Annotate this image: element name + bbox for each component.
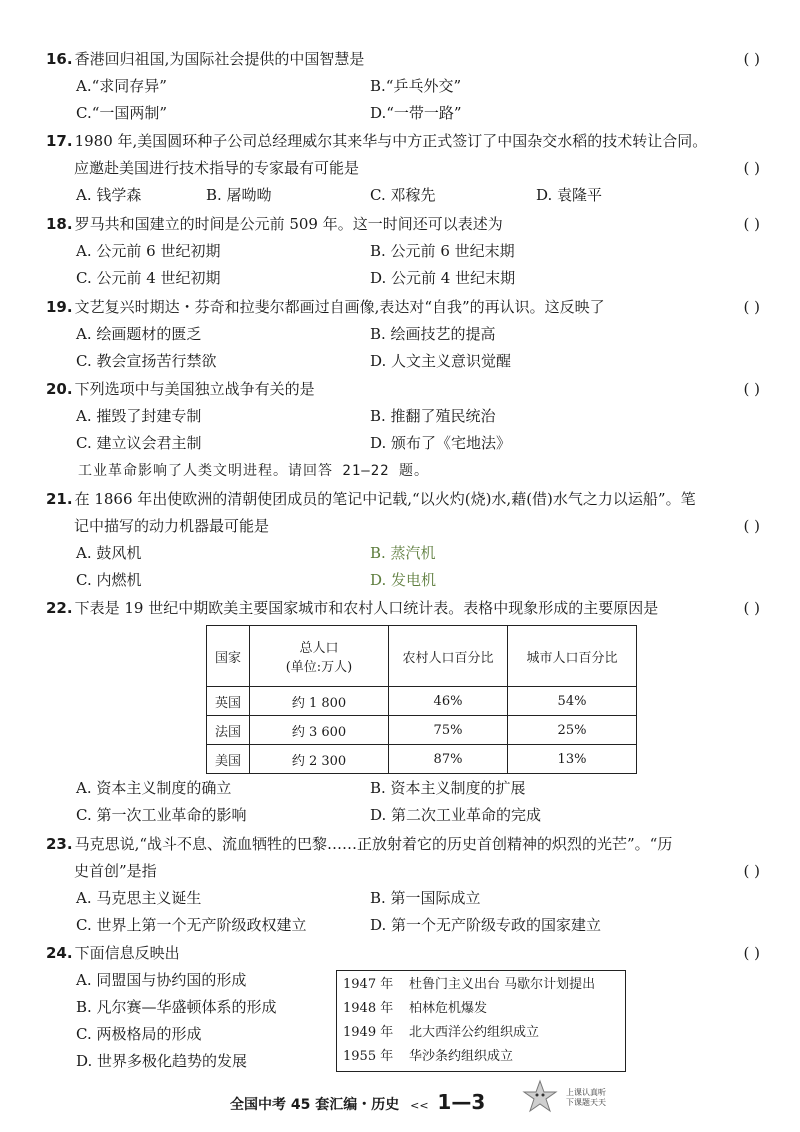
option-b[interactable]: B. 屠呦呦 (206, 186, 272, 204)
option-a[interactable]: A.“求同存异” (76, 77, 167, 95)
question-stem-continued: 记中描写的动力机器最可能是 (74, 517, 270, 535)
question-stem: 下面信息反映出 (74, 944, 180, 962)
table-header-line: (单位:万人) (285, 660, 353, 675)
question-stem: 在 1866 年出使欧洲的清朝使团成员的笔记中记载,“以火灼(烧)水,藉(借)水气之力以运船”。笔 (74, 490, 696, 508)
timeline-row (343, 1021, 619, 1045)
table-cell-population: 约 3 600 (250, 716, 389, 745)
table-header: 国家 (207, 626, 250, 687)
question-17 (46, 128, 766, 209)
table-header-line: 总人口 (299, 641, 339, 656)
option-b[interactable]: B. 资本主义制度的扩展 (370, 779, 526, 797)
table-header: 城市人口百分比 (508, 626, 637, 687)
table-cell-rural: 75% (389, 716, 508, 745)
option-a[interactable]: A. 马克思主义诞生 (76, 889, 202, 907)
timeline-event: 柏林危机爆发 (409, 1001, 488, 1016)
timeline-year: 1948 年 (343, 1001, 394, 1016)
timeline-year: 1955 年 (343, 1049, 394, 1064)
option-c[interactable]: C. 第一次工业革命的影响 (76, 806, 247, 824)
book-title: 全国中考 45 套汇编・历史 (230, 1097, 400, 1113)
question-number: 21. (46, 490, 73, 508)
timeline-year: 1949 年 (343, 1025, 394, 1040)
option-b[interactable]: B. 第一国际成立 (370, 889, 481, 907)
timeline-event: 北大西洋公约组织成立 (409, 1025, 540, 1040)
option-b[interactable]: B. 凡尔赛—华盛顿体系的形成 (76, 998, 277, 1016)
question-number: 24. (46, 944, 73, 962)
question-number: 19. (46, 298, 73, 316)
timeline-event: 华沙条约组织成立 (409, 1049, 514, 1064)
question-number: 17. (46, 132, 73, 150)
footer-slogan (566, 1088, 606, 1108)
timeline-row (343, 973, 619, 997)
timeline-box (336, 970, 626, 1072)
option-c[interactable]: C. 世界上第一个无产阶级政权建立 (76, 916, 307, 934)
table-cell-urban: 25% (508, 716, 637, 745)
table-row (207, 745, 637, 774)
answer-blank[interactable]: ( ) (743, 215, 760, 233)
table-cell-country: 美国 (207, 745, 250, 774)
option-d[interactable]: D. 第二次工业革命的完成 (370, 806, 542, 824)
question-22-options (46, 775, 766, 829)
option-d[interactable]: D. 人文主义意识觉醒 (370, 352, 512, 370)
timeline-year: 1947 年 (343, 977, 394, 992)
question-22 (46, 595, 766, 622)
question-stem: 马克思说,“战斗不息、流血牺牲的巴黎……正放射着它的历史首创精神的炽烈的光芒”。“历 (74, 835, 673, 853)
option-d[interactable]: D. 世界多极化趋势的发展 (76, 1052, 248, 1070)
question-18 (46, 211, 766, 292)
answer-blank[interactable]: ( ) (743, 50, 760, 68)
option-a[interactable]: A. 绘画题材的匮乏 (76, 325, 202, 343)
answer-blank[interactable]: ( ) (743, 599, 760, 617)
population-table (206, 625, 637, 774)
table-cell-country: 法国 (207, 716, 250, 745)
option-c[interactable]: C. 教会宣扬苦行禁欲 (76, 352, 217, 370)
option-d[interactable]: D. 发电机 (370, 571, 437, 589)
option-a[interactable]: A. 钱学森 (76, 186, 142, 204)
mascot-logo-icon (520, 1078, 560, 1118)
table-cell-urban: 54% (508, 687, 637, 716)
question-stem: 香港回归祖国,为国际社会提供的中国智慧是 (74, 50, 365, 68)
option-d[interactable]: D. 第一个无产阶级专政的国家建立 (370, 916, 602, 934)
option-c[interactable]: C. 建立议会君主制 (76, 434, 202, 452)
page-footer (230, 1090, 485, 1114)
option-d[interactable]: D. 袁隆平 (536, 186, 603, 204)
table-row (207, 687, 637, 716)
option-d[interactable]: D. 颁布了《宅地法》 (370, 434, 512, 452)
answer-blank[interactable]: ( ) (743, 380, 760, 398)
table-cell-urban: 13% (508, 745, 637, 774)
option-c[interactable]: C. 两极格局的形成 (76, 1025, 202, 1043)
question-stem: 下表是 19 世纪中期欧美主要国家城市和农村人口统计表。表格中现象形成的主要原因是 (74, 599, 659, 617)
question-stem: 文艺复兴时期达・芬奇和拉斐尔都画过自画像,表达对“自我”的再认识。这反映了 (74, 298, 605, 316)
option-b[interactable]: B. 公元前 6 世纪末期 (370, 242, 515, 260)
question-number: 23. (46, 835, 73, 853)
footer-slogan-line: 上课认真听 (566, 1088, 606, 1097)
question-23 (46, 831, 766, 939)
option-b[interactable]: B. 绘画技艺的提高 (370, 325, 496, 343)
page-number: 1—3 (437, 1090, 486, 1114)
table-row (207, 716, 637, 745)
table-header-row (207, 626, 637, 687)
option-b[interactable]: B. 蒸汽机 (370, 544, 436, 562)
option-d[interactable]: D. 公元前 4 世纪末期 (370, 269, 516, 287)
option-c[interactable]: C.“一国两制” (76, 104, 168, 122)
question-number: 18. (46, 215, 73, 233)
answer-blank[interactable]: ( ) (743, 944, 760, 962)
option-a[interactable]: A. 资本主义制度的确立 (76, 779, 232, 797)
option-c[interactable]: C. 公元前 4 世纪初期 (76, 269, 221, 287)
answer-blank[interactable]: ( ) (743, 517, 760, 535)
timeline-row (343, 997, 619, 1021)
answer-blank[interactable]: ( ) (743, 862, 760, 880)
option-a[interactable]: A. 鼓风机 (76, 544, 142, 562)
question-number: 20. (46, 380, 73, 398)
timeline-row (343, 1045, 619, 1069)
option-d[interactable]: D.“一带一路” (370, 104, 462, 122)
option-c[interactable]: C. 内燃机 (76, 571, 142, 589)
question-stem: 下列选项中与美国独立战争有关的是 (74, 380, 315, 398)
option-b[interactable]: B. 推翻了殖民统治 (370, 407, 496, 425)
table-cell-country: 英国 (207, 687, 250, 716)
table-cell-population: 约 2 300 (250, 745, 389, 774)
section-intro: 工业革命影响了人类文明进程。请回答 21—22 题。 (78, 463, 429, 479)
table-cell-rural: 87% (389, 745, 508, 774)
question-19 (46, 294, 766, 375)
option-b[interactable]: B.“乒乓外交” (370, 77, 462, 95)
footer-slogan-line: 下课题天天 (566, 1098, 606, 1107)
question-stem-continued: 史首创”是指 (74, 862, 157, 880)
arrows-glyph: << (410, 1099, 429, 1112)
option-c[interactable]: C. 邓稼先 (370, 186, 436, 204)
question-stem: 罗马共和国建立的时间是公元前 509 年。这一时间还可以表述为 (74, 215, 503, 233)
option-a[interactable]: A. 同盟国与协约国的形成 (76, 971, 247, 989)
table-header: 农村人口百分比 (389, 626, 508, 687)
question-20 (46, 376, 766, 457)
answer-blank[interactable]: ( ) (743, 298, 760, 316)
question-stem-continued: 应邀赴美国进行技术指导的专家最有可能是 (74, 159, 360, 177)
option-a[interactable]: A. 公元前 6 世纪初期 (76, 242, 221, 260)
question-21 (46, 486, 766, 594)
table-cell-population: 约 1 800 (250, 687, 389, 716)
table-cell-rural: 46% (389, 687, 508, 716)
answer-blank[interactable]: ( ) (743, 159, 760, 177)
option-a[interactable]: A. 摧毁了封建专制 (76, 407, 202, 425)
question-16 (46, 46, 766, 127)
table-header (250, 626, 389, 687)
timeline-event: 杜鲁门主义出台 马歇尔计划提出 (409, 977, 596, 992)
question-number: 22. (46, 599, 73, 617)
question-number: 16. (46, 50, 73, 68)
question-stem: 1980 年,美国圆环种子公司总经理威尔其来华与中方正式签订了中国杂交水稻的技术转让合同。 (74, 132, 708, 150)
